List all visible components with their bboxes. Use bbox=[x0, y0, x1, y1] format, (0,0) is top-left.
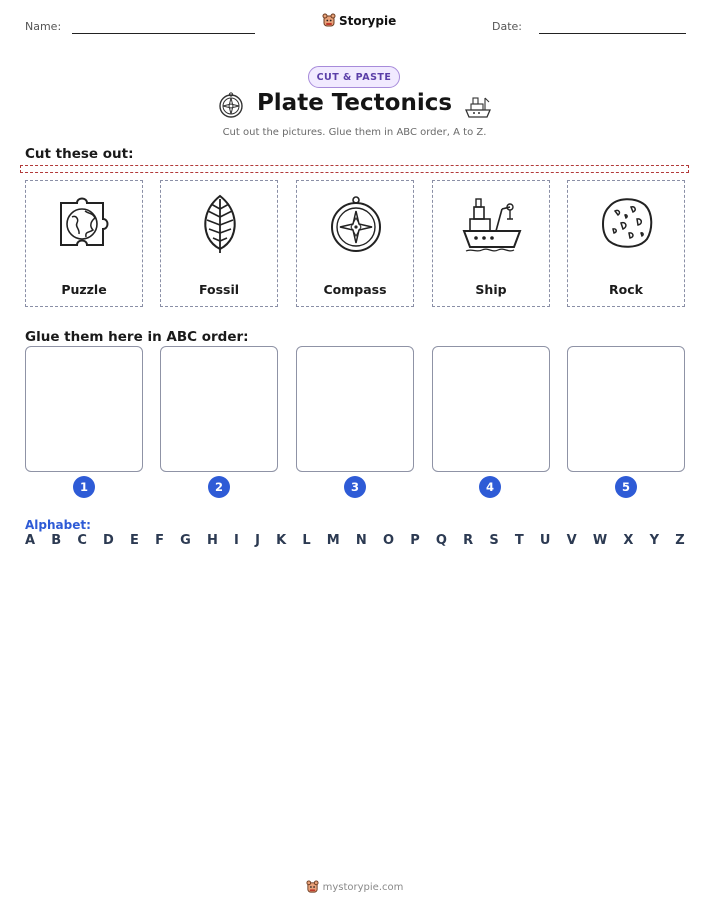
rock-icon bbox=[597, 193, 657, 253]
letter-a: A bbox=[25, 533, 36, 548]
cut-card-rock[interactable] bbox=[567, 180, 685, 307]
glue-box-1[interactable] bbox=[25, 346, 143, 472]
activity-badge: CUT & PASTE bbox=[308, 66, 400, 88]
card-label-compass: Compass bbox=[323, 282, 387, 297]
glue-heading: Glue them here in ABC order: bbox=[25, 329, 249, 345]
ship-icon bbox=[462, 193, 524, 253]
letter-s: S bbox=[489, 533, 499, 548]
date-line[interactable] bbox=[539, 33, 686, 34]
number-badge-1: 1 bbox=[73, 476, 95, 498]
cut-card-compass[interactable] bbox=[296, 180, 414, 307]
letter-n: N bbox=[355, 533, 367, 548]
name-label: Name: bbox=[25, 20, 62, 33]
footer-url[interactable]: mystorypie.com bbox=[322, 881, 404, 893]
letter-p: P bbox=[410, 533, 420, 548]
letter-o: O bbox=[382, 533, 395, 548]
letter-r: R bbox=[463, 533, 474, 548]
name-line[interactable] bbox=[72, 33, 255, 34]
footer bbox=[0, 880, 709, 894]
number-badge-5: 5 bbox=[615, 476, 637, 498]
page-title: Plate Tectonics bbox=[256, 90, 453, 116]
fossil-leaf-icon bbox=[190, 193, 250, 255]
card-label-fossil: Fossil bbox=[198, 282, 240, 297]
storypie-logo bbox=[322, 13, 396, 28]
instructions: Cut out the pictures. Glue them in ABC order, A to Z. bbox=[222, 127, 487, 138]
letter-u: U bbox=[539, 533, 551, 548]
glue-box-3[interactable] bbox=[296, 346, 414, 472]
card-label-puzzle: Puzzle bbox=[61, 282, 107, 297]
number-badge-3: 3 bbox=[344, 476, 366, 498]
number-badge-4: 4 bbox=[479, 476, 501, 498]
letter-g: G bbox=[180, 533, 191, 548]
letter-q: Q bbox=[435, 533, 447, 548]
letter-d: D bbox=[103, 533, 114, 548]
letter-h: H bbox=[206, 533, 218, 548]
glue-box-5[interactable] bbox=[567, 346, 685, 472]
cut-card-fossil[interactable] bbox=[160, 180, 278, 307]
brand-name: Storypie bbox=[339, 13, 397, 28]
storypie-mascot-footer-icon bbox=[306, 880, 319, 894]
letter-z: Z bbox=[675, 533, 685, 548]
letter-y: Y bbox=[649, 533, 660, 548]
cut-dashed-line bbox=[20, 165, 689, 173]
cut-heading: Cut these out: bbox=[25, 146, 134, 162]
cut-card-puzzle[interactable] bbox=[25, 180, 143, 307]
date-label: Date: bbox=[492, 20, 522, 33]
letter-j: J bbox=[255, 533, 260, 548]
letter-c: C bbox=[77, 533, 87, 548]
letter-f: F bbox=[155, 533, 164, 548]
alphabet-label: Alphabet: bbox=[25, 518, 91, 532]
letter-l: L bbox=[302, 533, 311, 548]
letter-m: M bbox=[326, 533, 340, 548]
letter-t: T bbox=[514, 533, 524, 548]
compass-icon bbox=[326, 193, 386, 255]
cut-card-ship[interactable] bbox=[432, 180, 550, 307]
ship-title-icon bbox=[463, 92, 493, 120]
storypie-mascot-icon bbox=[322, 13, 336, 28]
alphabet-row bbox=[25, 533, 685, 548]
letter-x: X bbox=[623, 533, 634, 548]
letter-v: V bbox=[566, 533, 577, 548]
glue-box-2[interactable] bbox=[160, 346, 278, 472]
letter-b: B bbox=[51, 533, 62, 548]
letter-w: W bbox=[592, 533, 608, 548]
card-label-ship: Ship bbox=[475, 282, 507, 297]
number-badge-2: 2 bbox=[208, 476, 230, 498]
puzzle-globe-icon bbox=[55, 193, 115, 253]
letter-k: K bbox=[276, 533, 287, 548]
glue-box-4[interactable] bbox=[432, 346, 550, 472]
letter-i: I bbox=[234, 533, 239, 548]
letter-e: E bbox=[130, 533, 139, 548]
card-label-rock: Rock bbox=[609, 282, 643, 297]
